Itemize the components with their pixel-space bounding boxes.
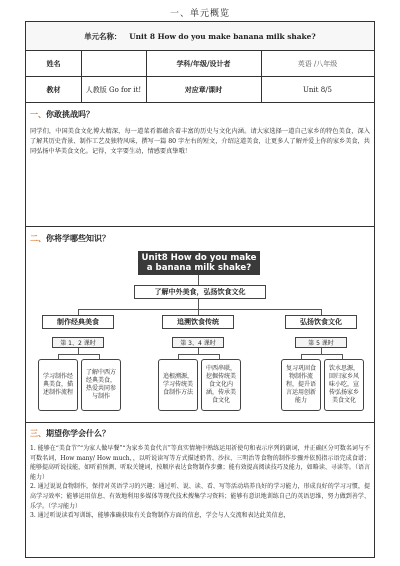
branch-node-3: 弘扬饮食文化 bbox=[285, 315, 357, 329]
section-challenge bbox=[26, 103, 374, 227]
page-title: 一、单元概览 bbox=[169, 9, 230, 19]
branch-label-2: 第 3、4 课时 bbox=[172, 337, 224, 348]
unit-name-row bbox=[26, 22, 374, 51]
section-3-text: 1. 能够在“美食节”“为家人做早餐”“为家乡美食代言”等真实情境中熟练运用祈使句和表示序列的副词，并正确区分可数名词与不可数名词，How many/ How much，，以听说读写等方式描述奶昔、沙拉、三明治等食物的制作步骤并依照指示语完成食谱；能够提高听说技能，如听前预测、听取关键词，按顺序表达食物制作步骤；能有效提高阅读技巧及能力，如略读、寻读等。（语言能力） 2. 通过说说食物制作，保持对英语学习的兴趣；通过听、说、读、看、写等活动培养良好的学习能力，形成良好的学习习惯，提高学习效率；能够运用信息、有效地利用多媒体等现代技术搜集学习资料；能够有意识地训练自己的英语思维，努力做到善学、乐学。（学习能力） 3. 通过听说读看写训练，能够准确获取有关食物制作方面的信息，学会与人交流和表达此美信息， bbox=[30, 445, 370, 520]
subject-label: 学科/年级/设计者 bbox=[176, 58, 231, 68]
chapter-label: 对应章/课时 bbox=[184, 84, 223, 94]
branch-label-1: 第 1、2 课时 bbox=[52, 337, 104, 348]
mindmap-title: Unit8 How do you make a banana milk shake? bbox=[138, 251, 260, 275]
branch-3-leaf-2: 饮水思源，回归家乡风味小吃，宣传弘扬家乡美食文化 bbox=[324, 359, 364, 411]
name-label: 姓名 bbox=[46, 58, 61, 68]
textbook-label: 教材 bbox=[46, 84, 61, 94]
unit-name-value: Unit 8 How do you make banana milk shake? bbox=[129, 31, 316, 41]
subject-value: 英语 /八年级 bbox=[297, 59, 338, 68]
chapter-value: Unit 8/5 bbox=[303, 85, 332, 94]
branch-label-3: 第 5 课时 bbox=[295, 337, 347, 348]
branch-2-leaf-2: 中西串联，挖掘传统美食文化内涵，传承美食文化 bbox=[201, 359, 241, 411]
section-1-heading: 一、你敢挑战吗？ bbox=[30, 109, 94, 119]
branch-1-leaf-1: 学习制作经典美食，描述制作流程 bbox=[38, 359, 78, 411]
branch-2-leaf-1: 追根溯源，学习传统美食制作方法 bbox=[158, 359, 198, 411]
section-3-heading: 三、期望你学会什么？ bbox=[30, 428, 110, 438]
info-row-1 bbox=[26, 51, 374, 77]
section-1-text: 同学们，中国美食文化博大精深，每一道菜肴都蕴含着丰富的历史与文化内涵。请大家选择一道自己家乡的特色美食，深入了解其历史背景、制作工艺及独特风味，撰写一篇 80 字左右的短文，介绍这道美食，让更多人了解并爱上你的家乡美食，共同弘扬中华美食文化。记得，文字要生动，情感要真挚哦！ bbox=[30, 128, 370, 156]
mindmap-center: 了解中外美食，弘扬饮食文化 bbox=[134, 285, 266, 299]
branch-1-leaf-2: 了解中西方经典美食，热爱共同参与制作 bbox=[81, 359, 121, 411]
branch-node-1: 制作经典美食 bbox=[42, 315, 114, 329]
unit-overview-table bbox=[25, 21, 375, 558]
section-knowledge bbox=[26, 227, 374, 423]
branch-3-leaf-1: 复习巩固食物制作流程，提升语言运用创新能力 bbox=[281, 359, 321, 411]
info-row-2 bbox=[26, 77, 374, 103]
section-2-heading: 二、你将学哪些知识？ bbox=[30, 233, 110, 243]
section-expectations bbox=[26, 423, 374, 557]
unit-name-label: 单元名称： bbox=[84, 31, 122, 41]
textbook-value: 人教版 Go for it! bbox=[85, 85, 142, 94]
branch-node-2: 追溯饮食传统 bbox=[162, 315, 234, 329]
